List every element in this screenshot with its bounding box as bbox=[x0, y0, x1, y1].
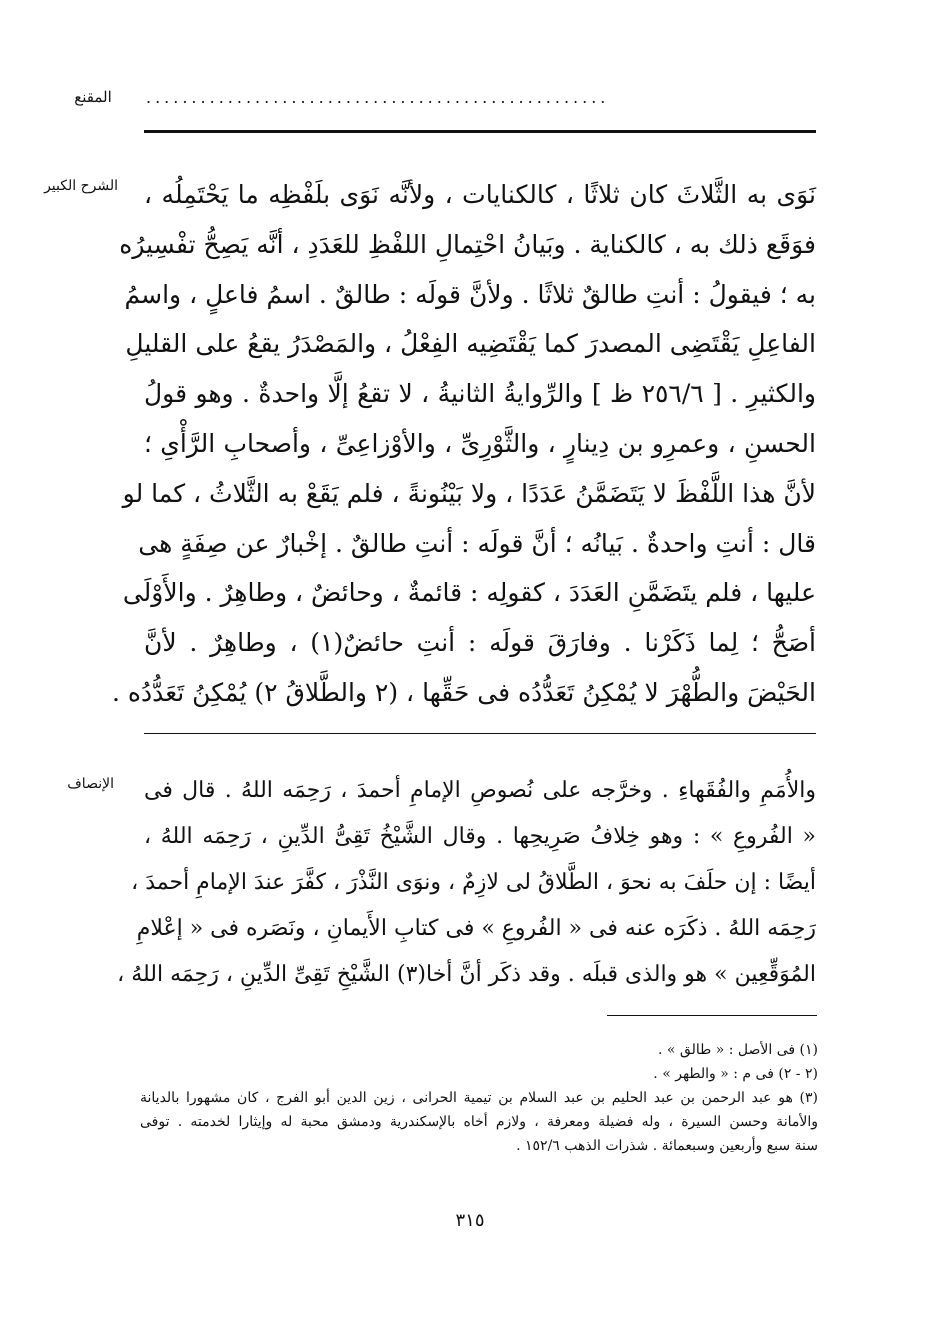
side-label-insaf: الإنصاف bbox=[67, 776, 114, 792]
side-label-sharh: الشرح الكبير bbox=[44, 178, 118, 194]
sharh-line: فوَقَع ذلك به ، كالكناية . وبَيانُ احْتِمالِ اللفْظِ للعَدَدِ ، أنَّه يَصِحُّ تفْسِيرُه bbox=[119, 229, 816, 259]
insaf-line: أيضًا : إن حلَفَ به نحوَ ، الطَّلاقُ لى لازِمٌ ، ونوَى النَّذْرَ ، كفَّرَ عندَ الإمامِ أحمدَ ، bbox=[131, 870, 816, 895]
sharh-line: لأنَّ هذا اللَّفْظَ لا يَتَضَمَّنُ عَدَدًا ، ولا بَيْنُونةً ، فلم يَقَعْ به الثَّلاثُ ، كما لو bbox=[122, 478, 816, 508]
running-head-title: المقنع bbox=[74, 88, 112, 106]
sharh-line: عليها ، فلم يتَضَمَّنِ العَدَدَ ، كقولِه : قائمةٌ ، وحائضٌ ، وطاهِرٌ . والأَوْلَى bbox=[122, 578, 816, 608]
sharh-line: الفاعِلِ يَقْتَضِى المصدرَ كما يَقْتَضِيه الفِعْلُ ، والمَصْدَرُ يقعُ على القليلِ bbox=[125, 329, 816, 359]
section-divider bbox=[144, 733, 816, 734]
insaf-line: « الفُروعِ » : وهو خِلافُ صَرِيحِها . وقال الشَّيْخُ تَقِىُّ الدِّينِ ، رَحِمَه اللهُ ، bbox=[144, 824, 816, 849]
footnote-1: (١) فى الأصل : « طالق » . bbox=[658, 1042, 818, 1058]
sharh-line: نَوَى به الثَّلاثَ كان ثلاثًا ، كالكنايات ، ولأنَّه نَوَى بلَفْظِه ما يَحْتَمِلُه ، bbox=[144, 180, 816, 209]
sharh-text bbox=[111, 170, 816, 718]
sharh-line: الحَيْضَ والطُّهْرَ لا يُمْكِنُ تَعَدُّدُه فى حَقِّها ، (٢ والطَّلاقُ ٢) يُمْكِنُ تَعَدُّدُه . bbox=[111, 677, 816, 707]
sharh-line: قال : أنتِ واحدةٌ . بَيانُه ؛ أنَّ قولَه : أنتِ طالقٌ . إخْبارٌ عن صِفَةٍ هى bbox=[138, 528, 816, 558]
page-number: ٣١٥ bbox=[455, 1210, 485, 1231]
insaf-text bbox=[117, 768, 816, 998]
footnote-2: (٢ - ٢) فى م : « والطهر » . bbox=[653, 1066, 818, 1082]
insaf-line: المُوَقِّعِين » هو والذى قبلَه . وقد ذكَر أنَّ أخا(٣) الشَّيْخِ تَقِىِّ الدِّينِ ، رَحِمَه اللهُ ، bbox=[117, 962, 816, 987]
sharh-line: والكثيرِ . [ ٢٥٦/٦ ظ ] والرِّوايةُ الثانيةُ ، لا تقعُ إلَّا واحدةٌ . وهو قولُ bbox=[144, 379, 816, 409]
footnote-3-continued: والأمانة وحسن السيرة ، وله فضيلة ومعرفة ، ولازم أخاه بالإسكندرية ودمشق محبة له وإيثارا لخدمته . توفى bbox=[140, 1114, 818, 1130]
insaf-line: والأُمَمِ والفُقَهاءِ . وخرَّجه على نُصوصِ الإمامِ أحمدَ ، رَحِمَه اللهُ . قال فى bbox=[144, 778, 816, 803]
footnote-3: (٣) هو عبد الرحمن بن عبد الحليم بن عبد السلام بن تيمية الحرانى ، زين الدين أبو الفرج ، كان مشهورا بالديانة bbox=[140, 1090, 818, 1106]
sharh-line: به ؛ فيقولُ : أنتِ طالقٌ ثلاثًا . ولأنَّ قولَه : طالقٌ . اسمُ فاعلٍ ، واسمُ bbox=[124, 279, 816, 309]
sharh-line: أصَحُّ ؛ لِما ذَكَرْنا . وفارَقَ قولَه : أنتِ حائضٌ(١) ، وطاهِرٌ . لأنَّ bbox=[144, 628, 816, 658]
header-rule bbox=[144, 130, 816, 133]
footnotes bbox=[140, 1038, 818, 1158]
insaf-line: رَحِمَه اللهُ . ذكَرَه عنه فى « الفُروعِ » فى كتابِ الأَيمانِ ، ونَصَره فى « إعْلامِ bbox=[136, 916, 816, 941]
running-head-dots: ................................................... bbox=[146, 88, 610, 107]
footnote-3-end: سنة سبع وأربعين وسبعمائة . شذرات الذهب ١٥٢/٦ . bbox=[516, 1138, 818, 1154]
sharh-line: الحسنِ ، وعمرِو بن دِينارٍ ، والثَّوْرِىِّ ، والأوْزاعِىِّ ، وأصحابِ الرَّأْىِ ؛ bbox=[144, 428, 816, 458]
footnote-divider bbox=[607, 1015, 817, 1016]
